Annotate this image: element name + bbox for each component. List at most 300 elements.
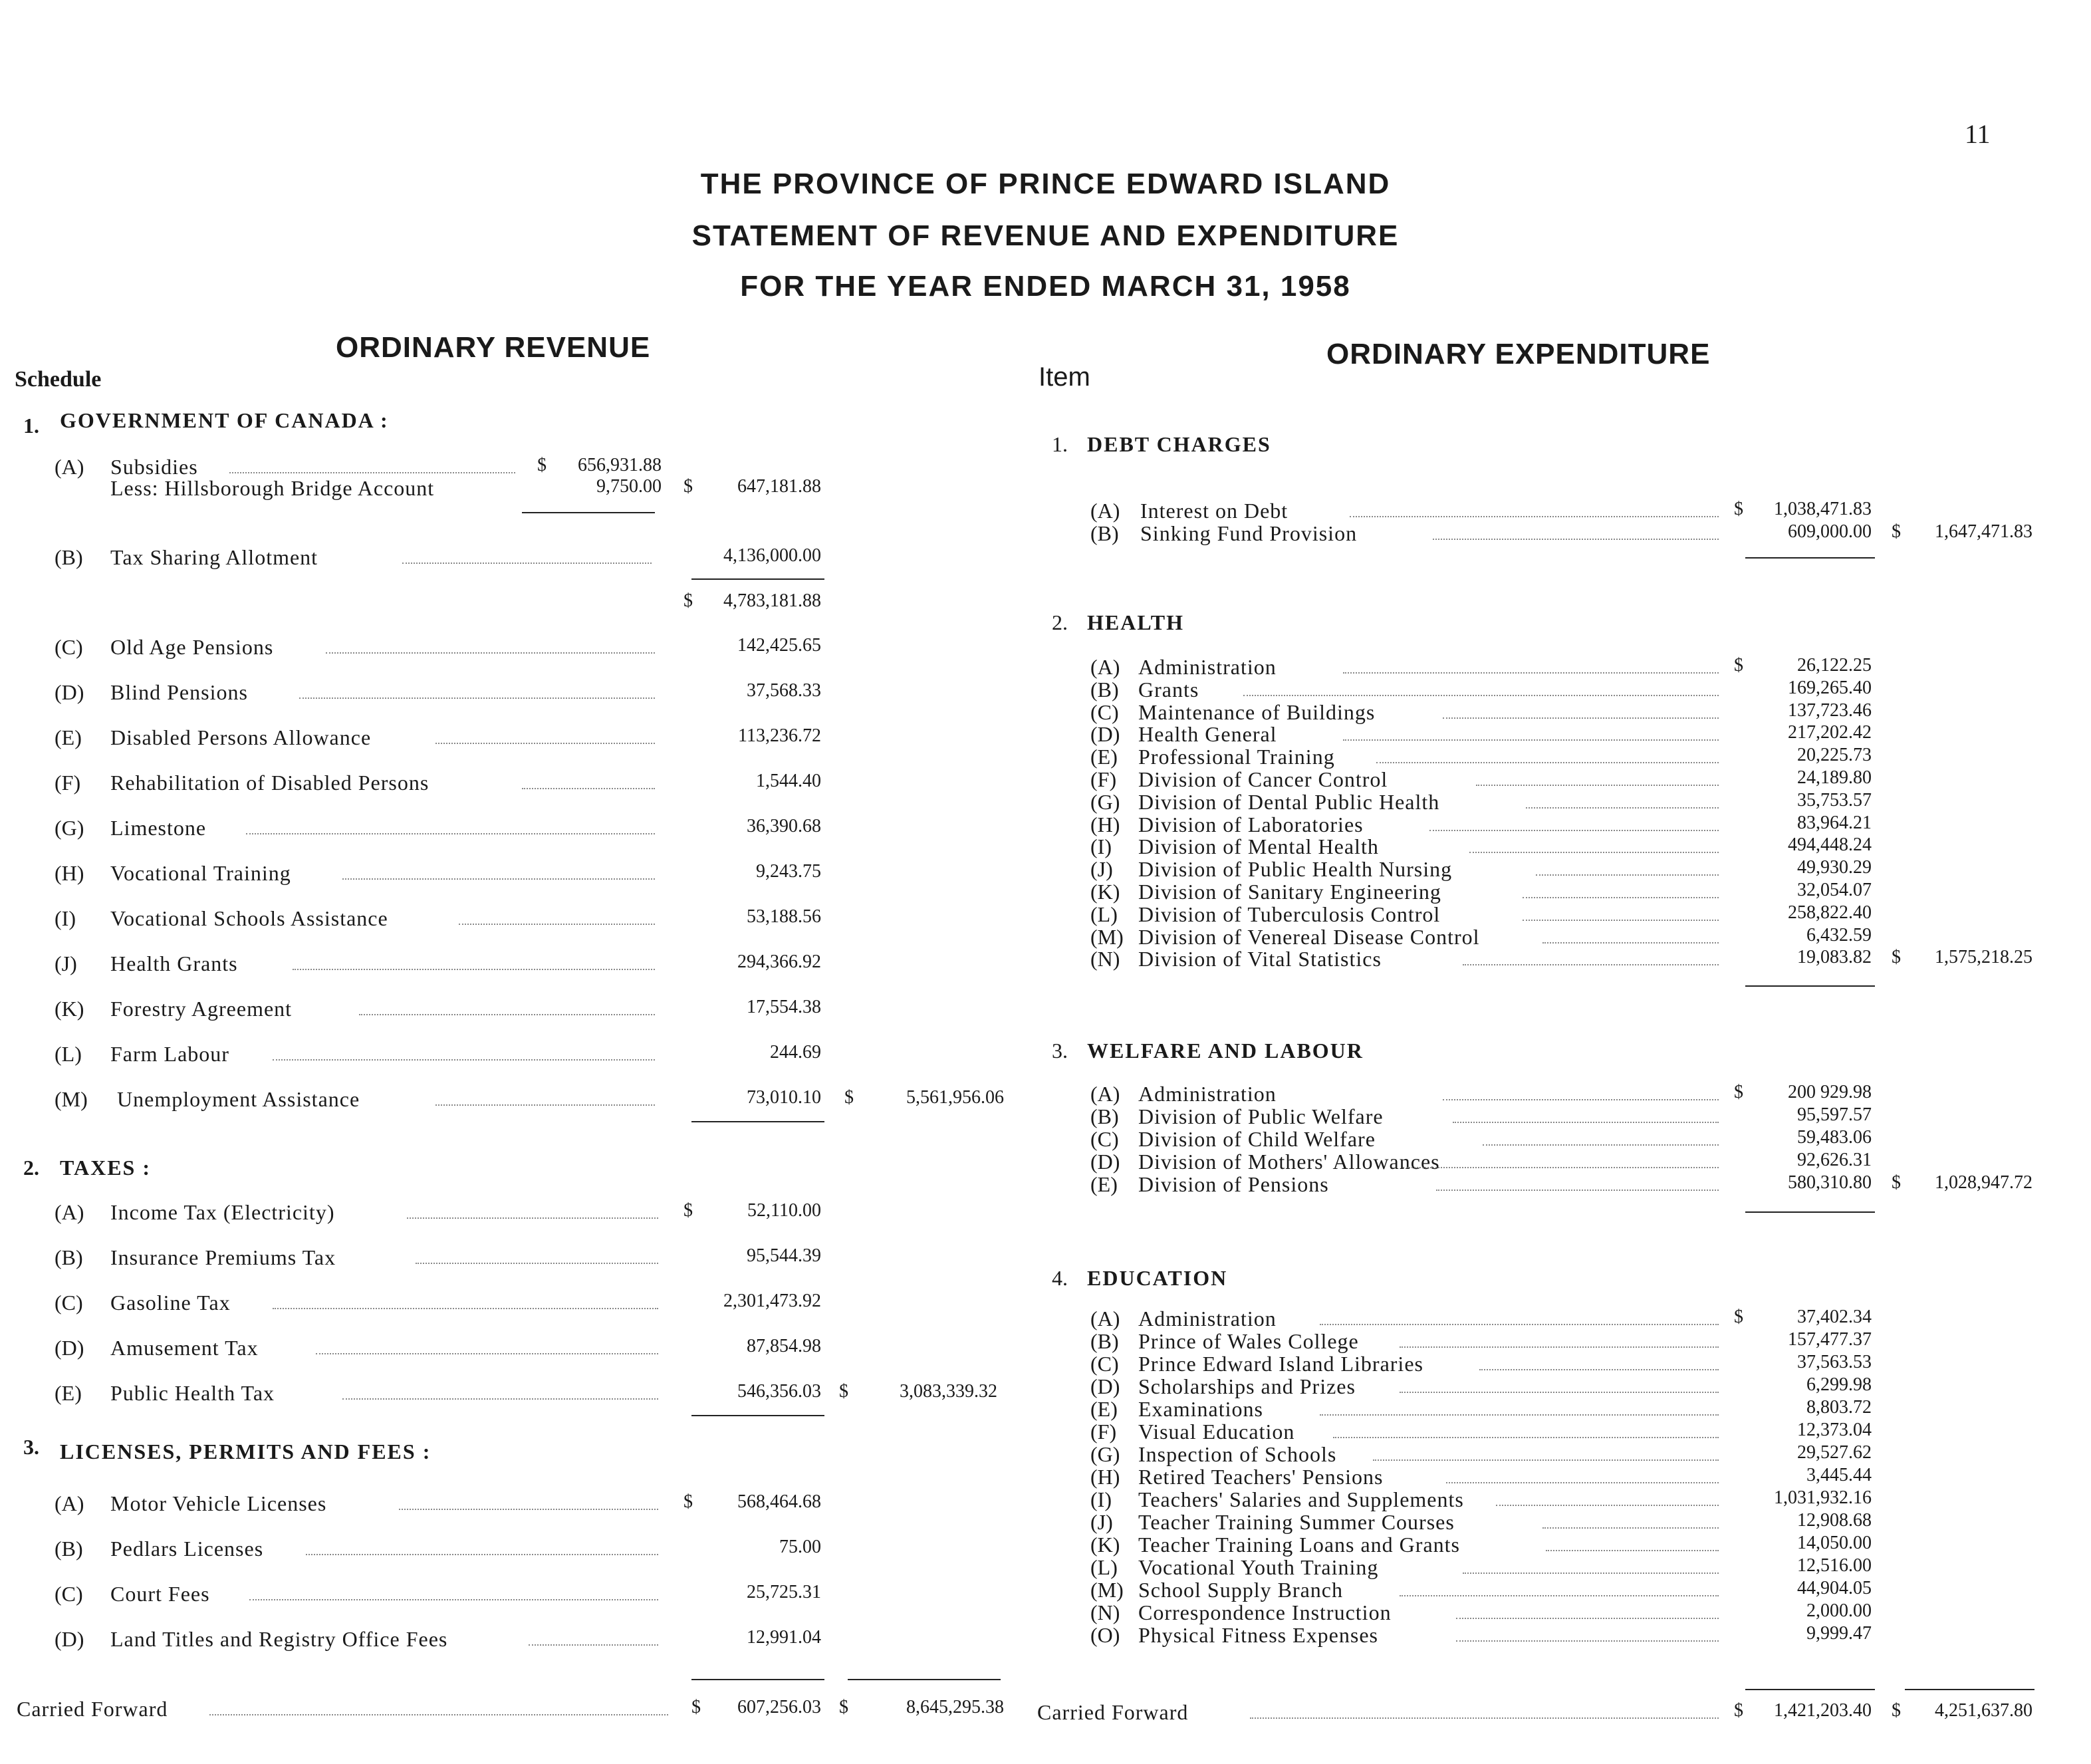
dot-leader [1542, 1527, 1719, 1529]
dot-leader [1429, 830, 1719, 831]
header-line-3: FOR THE YEAR ENDED MARCH 31, 1958 [740, 270, 1351, 303]
item-code: (A) [55, 1491, 84, 1515]
item-amount: 52,110.00 [747, 1200, 821, 1221]
rule [1745, 557, 1875, 559]
dot-leader [326, 652, 655, 654]
item-amount: 609,000.00 [1788, 521, 1872, 542]
item-label: Division of Pensions [1138, 1172, 1329, 1196]
dot-leader [1320, 1324, 1719, 1325]
revenue-row [0, 725, 1064, 752]
item-code: (K) [1090, 880, 1120, 904]
dot-leader [1433, 539, 1719, 540]
item-code: (K) [1090, 1533, 1120, 1557]
item-label: Forestry Agreement [110, 997, 293, 1021]
item-code: (A) [1090, 499, 1120, 523]
currency-sign: $ [691, 1697, 701, 1717]
subsidies-net-amount: 647,181.88 [737, 476, 821, 497]
dot-leader [1350, 516, 1719, 517]
section-number: 1. [23, 414, 39, 438]
item-code: (B) [1090, 521, 1119, 545]
item-label: Public Health Tax [110, 1381, 275, 1405]
item-amount: 244.69 [770, 1042, 821, 1063]
dot-leader [1320, 1414, 1719, 1416]
item-amount: 6,432.59 [1806, 924, 1872, 945]
item-label: Rehabilitation of Disabled Persons [110, 771, 430, 795]
item-code: (D) [55, 680, 84, 704]
item-code: (D) [1090, 1374, 1120, 1398]
item-amount: 59,483.06 [1797, 1127, 1872, 1148]
item-label: Division of Mental Health [1138, 834, 1379, 859]
item-code: (A) [55, 455, 84, 479]
item-label: Limestone [110, 816, 207, 840]
item-label: Amusement Tax [110, 1336, 259, 1360]
item-amount: 26,122.25 [1797, 655, 1872, 676]
item-amount: 12,908.68 [1797, 1510, 1872, 1531]
item-amount: 12,991.04 [747, 1627, 821, 1648]
subtotal-amount: 4,783,181.88 [723, 590, 821, 611]
currency-sign: $ [1734, 1700, 1743, 1721]
expenditure-row [1064, 947, 2091, 973]
item-label: Vocational Schools Assistance [110, 906, 388, 930]
subtotal-row [0, 590, 1064, 617]
revenue-row [0, 1491, 1064, 1518]
item-amount: 83,964.21 [1797, 812, 1872, 833]
section-title-health: HEALTH [1087, 610, 1184, 634]
currency-sign: $ [844, 1087, 854, 1108]
section-title-taxes: TAXES : [60, 1156, 151, 1180]
dot-leader [1496, 1505, 1719, 1506]
item-amount: 217,202.42 [1788, 722, 1872, 743]
revenue-row [0, 1381, 1064, 1408]
item-amount: 113,236.72 [738, 725, 821, 746]
currency-sign: $ [839, 1381, 848, 1402]
item-amount: 37,563.53 [1797, 1352, 1872, 1372]
dot-leader [407, 1217, 658, 1219]
revenue-row [0, 1200, 1064, 1227]
item-amount: 53,188.56 [747, 906, 821, 927]
dot-leader [1536, 874, 1719, 876]
item-code: (A) [1090, 1307, 1120, 1330]
revenue-row [0, 635, 1064, 662]
item-amount: 29,527.62 [1797, 1442, 1872, 1463]
item-amount: 258,822.40 [1788, 902, 1872, 923]
dot-leader [1376, 762, 1719, 763]
item-amount: 36,390.68 [747, 816, 821, 836]
item-amount: 1,544.40 [756, 771, 821, 791]
carried-forward-label: Carried Forward [17, 1697, 168, 1721]
item-amount: 12,516.00 [1797, 1555, 1872, 1576]
revenue-row [0, 906, 1064, 933]
dot-leader [1333, 1437, 1719, 1438]
item-label: Grants [1138, 677, 1199, 701]
item-amount: 73,010.10 [747, 1087, 821, 1108]
currency-sign: $ [683, 1200, 693, 1221]
section-title-debt-charges: DEBT CHARGES [1087, 432, 1271, 456]
currency-sign: $ [1734, 499, 1743, 519]
item-amount: 12,373.04 [1797, 1420, 1872, 1440]
item-code: (B) [55, 545, 83, 569]
item-label: Inspection of Schools [1138, 1442, 1337, 1466]
carried-forward-label: Carried Forward [1037, 1700, 1189, 1724]
item-code: (J) [1090, 1510, 1113, 1534]
item-label: Professional Training [1138, 745, 1335, 769]
item-label: Correspondence Instruction [1138, 1600, 1392, 1624]
dot-leader [1400, 1346, 1719, 1348]
item-code: (G) [1090, 1442, 1120, 1466]
item-code: (L) [1090, 902, 1118, 926]
dot-leader [293, 969, 655, 970]
revenue-row [0, 680, 1064, 707]
item-amount: 169,265.40 [1788, 677, 1872, 698]
item-label: Gasoline Tax [110, 1291, 231, 1315]
item-amount: 580,310.80 [1788, 1172, 1872, 1193]
currency-sign: $ [1734, 1082, 1743, 1102]
currency-sign: $ [1892, 521, 1901, 542]
item-code: (J) [1090, 857, 1113, 882]
dot-leader [1400, 1392, 1719, 1393]
currency-sign: $ [537, 455, 547, 475]
dot-leader [306, 1554, 658, 1555]
item-amount: 142,425.65 [737, 635, 821, 656]
item-label: Old Age Pensions [110, 635, 274, 659]
item-label: School Supply Branch [1138, 1578, 1343, 1602]
item-label: Division of Dental Public Health [1138, 789, 1440, 814]
item-amount: 494,448.24 [1788, 834, 1872, 856]
revenue-row [0, 1245, 1064, 1272]
revenue-row [0, 1627, 1064, 1654]
dot-leader [1436, 1190, 1719, 1191]
dot-leader [1456, 1640, 1719, 1642]
item-code: (D) [55, 1627, 84, 1651]
item-label: Physical Fitness Expenses [1138, 1623, 1378, 1647]
currency-sign: $ [683, 1491, 693, 1512]
schedule-label: Schedule [15, 367, 102, 392]
section-title-licenses: LICENSES, PERMITS AND FEES : [60, 1440, 431, 1463]
item-label: Teachers' Salaries and Supplements [1138, 1487, 1464, 1511]
item-code: (C) [55, 1291, 83, 1315]
item-code: (C) [55, 1582, 83, 1606]
item-label: Administration [1138, 1307, 1277, 1330]
section-total: 1,647,471.83 [1935, 521, 2032, 542]
item-code: (H) [1090, 812, 1120, 836]
item-amount: 3,445.44 [1806, 1465, 1872, 1485]
section-number: 2. [23, 1156, 39, 1180]
item-code: (E) [55, 725, 82, 749]
item-amount: 20,225.73 [1797, 745, 1872, 766]
revenue-row [0, 545, 1064, 572]
dot-leader [1523, 897, 1719, 898]
item-label: Item [1039, 362, 1090, 392]
dot-leader [529, 1644, 658, 1646]
less-amount: 9,750.00 [596, 476, 662, 497]
item-code: (E) [55, 1381, 82, 1405]
item-code: (C) [55, 635, 83, 659]
item-amount: 25,725.31 [747, 1582, 821, 1602]
currency-sign: $ [683, 590, 693, 611]
section-number: 2. [1052, 610, 1068, 634]
dot-leader [1446, 1482, 1719, 1483]
item-amount: 44,904.05 [1797, 1578, 1872, 1598]
item-code: (F) [1090, 767, 1117, 791]
expenditure-row [1064, 521, 2091, 548]
item-code: (F) [1090, 1420, 1117, 1444]
item-amount: 9,243.75 [756, 861, 821, 882]
item-label: Tax Sharing Allotment [110, 545, 318, 569]
rule [691, 1415, 824, 1416]
item-label: Administration [1138, 655, 1277, 679]
item-amount: 8,803.72 [1806, 1397, 1872, 1418]
item-amount: 2,301,473.92 [723, 1291, 821, 1311]
item-label: Division of Tuberculosis Control [1138, 902, 1441, 926]
section-total: 5,561,956.06 [906, 1087, 1004, 1108]
dot-leader [273, 1059, 655, 1061]
item-label: Prince Edward Island Libraries [1138, 1352, 1423, 1376]
item-code: (J) [55, 951, 77, 975]
rule [691, 1121, 824, 1122]
dot-leader [1523, 920, 1719, 921]
rule [848, 1679, 1001, 1680]
item-code: (O) [1090, 1623, 1120, 1647]
dot-leader [1456, 1618, 1719, 1619]
item-label: Pedlars Licenses [110, 1537, 264, 1561]
rule [522, 512, 655, 513]
item-code: (L) [55, 1042, 82, 1066]
item-amount: 49,930.29 [1797, 857, 1872, 878]
expenditure-row [1064, 1623, 2091, 1650]
rule [1905, 1689, 2034, 1690]
currency-sign: $ [1892, 947, 1901, 968]
item-amount: 4,136,000.00 [723, 545, 821, 566]
section-title-welfare-and-labour: WELFARE AND LABOUR [1087, 1039, 1364, 1063]
revenue-row [0, 1087, 1064, 1114]
item-code: (I) [1090, 834, 1112, 859]
currency-sign: $ [683, 476, 693, 497]
item-code: (D) [1090, 1150, 1120, 1174]
item-amount: 87,854.98 [747, 1336, 821, 1356]
dot-leader [1479, 1369, 1719, 1370]
revenue-row [0, 1582, 1064, 1608]
item-code: (G) [55, 816, 84, 840]
item-label: Scholarships and Prizes [1138, 1374, 1356, 1398]
dot-leader [459, 924, 655, 925]
page-number: 11 [1965, 119, 1991, 149]
item-code: (I) [55, 906, 76, 930]
dot-leader [1526, 807, 1719, 809]
item-label: Sinking Fund Provision [1140, 521, 1358, 545]
item-code: (F) [55, 771, 81, 795]
rule [1745, 1689, 1875, 1690]
dot-leader [246, 833, 655, 834]
currency-sign: $ [1892, 1700, 1901, 1721]
revenue-row [0, 771, 1064, 797]
item-label: Division of Venereal Disease Control [1138, 924, 1480, 949]
item-label: Division of Public Health Nursing [1138, 857, 1453, 882]
expenditure-title: ORDINARY EXPENDITURE [1326, 338, 1711, 370]
dot-leader [1476, 785, 1719, 786]
section-number: 3. [23, 1435, 39, 1459]
revenue-row-less [0, 476, 1064, 503]
rule [691, 578, 824, 580]
item-label: Motor Vehicle Licenses [110, 1491, 327, 1515]
dot-leader [1542, 942, 1719, 944]
item-code: (D) [55, 1336, 84, 1360]
item-code: (A) [55, 1200, 84, 1224]
item-amount: 568,464.68 [737, 1491, 821, 1512]
item-amount: 35,753.57 [1797, 789, 1872, 811]
dot-leader [1343, 672, 1719, 674]
item-label: Maintenance of Buildings [1138, 699, 1376, 724]
carried-forward-amount: 1,421,203.40 [1774, 1700, 1872, 1721]
item-amount: 6,299.98 [1806, 1374, 1872, 1395]
item-label: Court Fees [110, 1582, 210, 1606]
item-code: (M) [1090, 924, 1124, 949]
item-code: (E) [1090, 745, 1118, 769]
dot-leader [435, 1104, 655, 1106]
less-label: Less: Hillsborough Bridge Account [110, 476, 435, 500]
dot-leader [1400, 1595, 1719, 1596]
item-code: (B) [55, 1537, 83, 1561]
item-label: Income Tax (Electricity) [110, 1200, 335, 1224]
dot-leader [1463, 1573, 1719, 1574]
item-code: (B) [1090, 1104, 1119, 1128]
item-code: (C) [1090, 1352, 1119, 1376]
item-code: (E) [1090, 1397, 1118, 1421]
currency-sign: $ [1734, 1307, 1743, 1327]
section-total: 1,028,947.72 [1935, 1172, 2032, 1193]
item-code: (N) [1090, 1600, 1120, 1624]
dot-leader [342, 1398, 658, 1400]
expenditure-carried-forward-row [1027, 1700, 2088, 1727]
item-code: (E) [1090, 1172, 1118, 1196]
item-label: Division of Public Welfare [1138, 1104, 1384, 1128]
item-label: Examinations [1138, 1397, 1263, 1421]
dot-leader [399, 1509, 658, 1510]
item-code: (G) [1090, 789, 1120, 814]
item-amount: 546,356.03 [737, 1381, 821, 1402]
dot-leader [1250, 1717, 1719, 1719]
item-label: Division of Cancer Control [1138, 767, 1388, 791]
rule [691, 1679, 824, 1680]
section-total: 1,575,218.25 [1935, 947, 2032, 968]
item-code: (C) [1090, 699, 1119, 724]
item-label: Farm Labour [110, 1042, 229, 1066]
item-label: Division of Mothers' Allowances [1138, 1150, 1440, 1174]
item-amount: 9,999.47 [1806, 1623, 1872, 1644]
carried-forward-amount: 607,256.03 [737, 1697, 821, 1717]
dot-leader [316, 1353, 658, 1354]
item-code: (B) [55, 1245, 83, 1269]
revenue-row [0, 1042, 1064, 1069]
revenue-row [0, 1537, 1064, 1563]
item-amount: 1,031,932.16 [1774, 1487, 1872, 1508]
dot-leader [416, 1263, 658, 1264]
item-code: (K) [55, 997, 84, 1021]
revenue-row [0, 816, 1064, 842]
item-amount: 2,000.00 [1806, 1600, 1872, 1621]
item-label: Division of Laboratories [1138, 812, 1364, 836]
revenue-row [0, 861, 1064, 888]
header-line-2: STATEMENT OF REVENUE AND EXPENDITURE [691, 219, 1400, 252]
item-amount: 32,054.07 [1797, 880, 1872, 900]
item-code: (L) [1090, 1555, 1118, 1579]
dot-leader [522, 788, 655, 789]
revenue-title: ORDINARY REVENUE [336, 331, 651, 364]
item-code: (B) [1090, 677, 1119, 701]
revenue-row [0, 951, 1064, 978]
item-amount: 37,402.34 [1797, 1307, 1872, 1327]
dot-leader [249, 1599, 658, 1600]
item-amount: 95,544.39 [747, 1245, 821, 1266]
item-code: (M) [55, 1087, 88, 1111]
item-code: (I) [1090, 1487, 1112, 1511]
section-number: 3. [1052, 1039, 1068, 1063]
item-amount: 14,050.00 [1797, 1533, 1872, 1553]
dot-leader [435, 743, 655, 744]
item-code: (N) [1090, 947, 1120, 971]
dot-leader [229, 472, 515, 473]
section-total: 3,083,339.32 [900, 1381, 997, 1402]
carried-forward-total: 4,251,637.80 [1935, 1700, 2032, 1721]
item-code: (D) [1090, 722, 1120, 747]
item-label: Insurance Premiums Tax [110, 1245, 336, 1269]
item-label: Vocational Training [110, 861, 291, 885]
revenue-carried-forward-row [0, 1697, 1064, 1723]
item-label: Vocational Youth Training [1138, 1555, 1379, 1579]
currency-sign: $ [1734, 655, 1743, 676]
dot-leader [402, 563, 652, 564]
item-code: (A) [1090, 1082, 1120, 1106]
dot-leader [1403, 1167, 1719, 1168]
item-amount: 92,626.31 [1797, 1150, 1872, 1170]
item-amount: 37,568.33 [747, 680, 821, 701]
item-code: (H) [1090, 1465, 1120, 1489]
subsidies-gross-amount: 656,931.88 [578, 455, 662, 475]
dot-leader [1443, 717, 1719, 719]
revenue-row [0, 1291, 1064, 1317]
dot-leader [1469, 852, 1719, 853]
item-amount: 24,189.80 [1797, 767, 1872, 788]
section-number: 4. [1052, 1266, 1068, 1290]
item-label: Division of Child Welfare [1138, 1127, 1376, 1151]
item-label: Subsidies [110, 455, 198, 479]
dot-leader [1483, 1144, 1719, 1146]
item-label: Health General [1138, 722, 1277, 747]
item-code: (H) [55, 861, 84, 885]
section-title-government-of-canada: GOVERNMENT OF CANADA : [60, 408, 389, 432]
item-label: Interest on Debt [1140, 499, 1289, 523]
currency-sign: $ [1892, 1172, 1901, 1193]
item-amount: 75.00 [779, 1537, 821, 1557]
dot-leader [1243, 695, 1719, 696]
item-label: Teacher Training Loans and Grants [1138, 1533, 1460, 1557]
header-line-1: THE PROVINCE OF PRINCE EDWARD ISLAND [700, 168, 1391, 200]
item-amount: 200 929.98 [1788, 1082, 1872, 1102]
item-amount: 137,723.46 [1788, 699, 1872, 721]
dot-leader [1546, 1550, 1719, 1551]
item-label: Retired Teachers' Pensions [1138, 1465, 1384, 1489]
item-code: (A) [1090, 655, 1120, 679]
section-title-education: EDUCATION [1087, 1266, 1228, 1290]
item-amount: 1,038,471.83 [1774, 499, 1872, 519]
rule [1745, 1211, 1875, 1213]
item-label: Unemployment Assistance [117, 1087, 360, 1111]
item-label: Health Grants [110, 951, 238, 975]
dot-leader [299, 697, 655, 699]
item-label: Prince of Wales College [1138, 1329, 1359, 1353]
section-number: 1. [1052, 432, 1068, 456]
dot-leader [1453, 1122, 1719, 1123]
item-code: (C) [1090, 1127, 1119, 1151]
